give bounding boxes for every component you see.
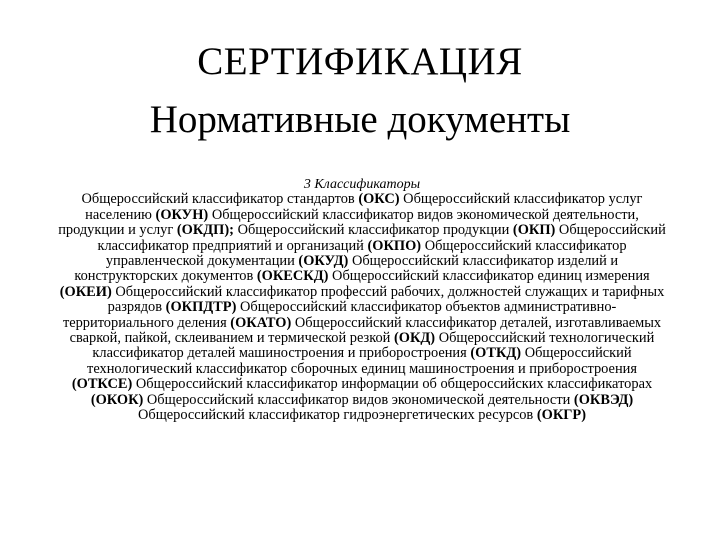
classifier-name: Общероссийский классификатор управленческой документации (105, 237, 627, 270)
classifier-code: (ОКГР) (536, 407, 586, 424)
classifier-name: Общероссийский классификатор профессий рабочих, должностей служащих и тарифных разрядов (107, 283, 665, 316)
classifier-item (147, 392, 633, 408)
classifier-code: (ОТКД) (470, 345, 522, 362)
classifier-name: Общероссийский классификатор деталей, изготавливаемых сваркой, пайкой, склеиванием и термической резкой (69, 314, 662, 347)
classifier-name: Общероссийский классификатор видов экономической деятельности (146, 391, 571, 408)
classifier-name: Общероссийский классификатор стандартов (81, 191, 355, 208)
classifier-name: Общероссийский классификатор продукции (237, 222, 510, 239)
classifier-code: (ОКЕСКД) (256, 268, 329, 285)
classifier-code: (ОКУД) (298, 253, 349, 270)
classifier-name: Общероссийский технологический классификатор сборочных единиц машиностроения и приборостроения (87, 345, 637, 377)
classifier-name: Общероссийский классификатор информации об общероссийских классификаторах (135, 376, 653, 393)
classifier-code: (ОКПДТР) (165, 299, 237, 316)
classifiers-text (56, 177, 668, 424)
classifier-name: Общероссийский классификатор предприятий и организаций (97, 222, 666, 254)
classifier-item (138, 407, 586, 423)
classifier-name: Общероссийский классификатор услуг населению (85, 191, 643, 223)
classifier-code: (ОКОК) (90, 391, 144, 408)
classifier-code: (ОТКСЕ) (71, 376, 133, 393)
classifier-name: Общероссийский классификатор видов экономической деятельности, продукции и услуг (58, 206, 639, 239)
classifier-code: (ОКП) (512, 222, 556, 239)
classifier-code: (ОКД) (393, 330, 436, 347)
classifier-list (58, 191, 666, 423)
classifier-item (82, 191, 400, 207)
classifier-name: Общероссийский классификатор гидроэнергетических ресурсов (137, 407, 534, 424)
title-line-2: Нормативные документы (149, 98, 571, 141)
title-line-1: СЕРТИФИКАЦИЯ (197, 40, 523, 83)
classifier-name: Общероссийский технологический классификатор деталей машиностроения и приборостроения (92, 330, 655, 362)
classifier-item (238, 222, 556, 238)
classifier-name: Общероссийский классификатор изделий и конструкторских документов (74, 253, 619, 285)
classifier-code: (ОКПО) (367, 237, 422, 254)
classifier-code: (ОКАТО) (230, 314, 292, 331)
classifier-code: (ОКЕИ) (59, 283, 112, 300)
classifier-code: (ОКУН) (155, 206, 209, 223)
slide-title (0, 38, 720, 144)
classifier-code: (ОКВЭД) (573, 391, 634, 408)
classifier-name: Общероссийский классификатор объектов административно-территориального деления (62, 299, 617, 331)
section-heading: 3 Классификаторы (303, 177, 421, 192)
classifier-name: Общероссийский классификатор единиц измерения (332, 268, 650, 285)
classifier-code: (ОКДП); (176, 222, 234, 239)
classifier-code: (ОКС) (358, 191, 400, 208)
